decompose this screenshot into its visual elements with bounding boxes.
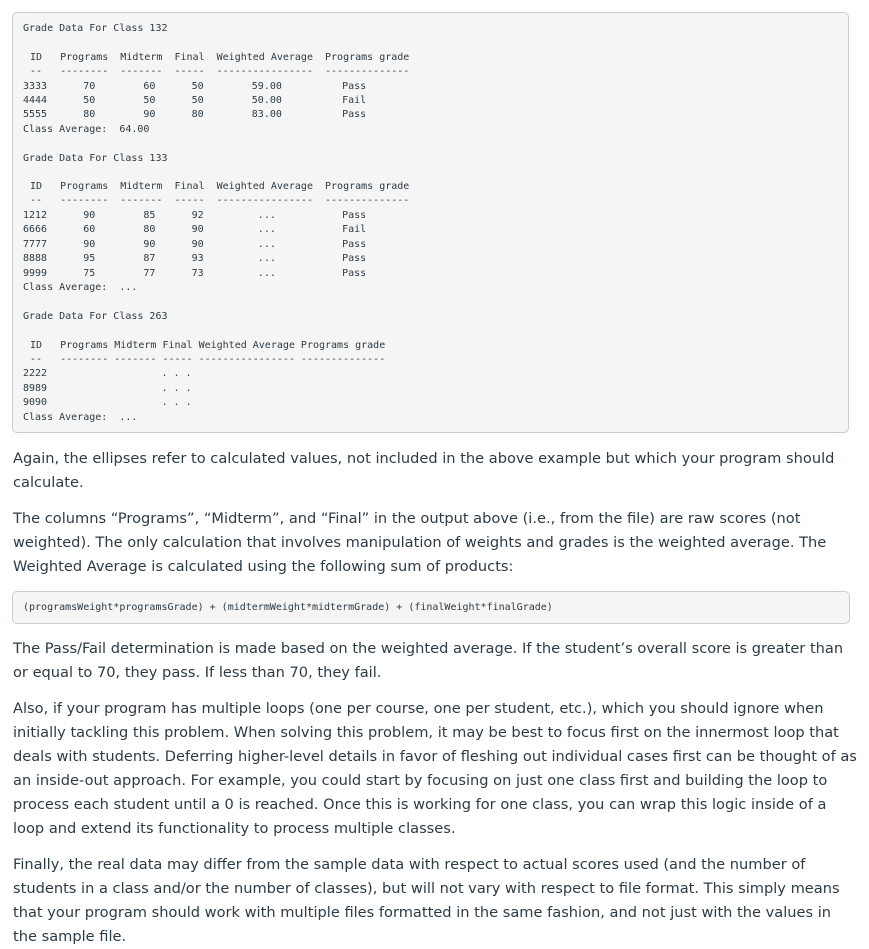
class-132-header: ID Programs Midterm Final Weighted Average Programs grade	[30, 52, 410, 63]
class-133-header: ID Programs Midterm Final Weighted Average Programs grade	[30, 181, 410, 192]
class-132-average: Class Average: 64.00	[23, 124, 150, 135]
formula-block	[12, 591, 850, 624]
table-row: 2222 . . .	[23, 368, 192, 379]
table-row: 8989 . . .	[23, 383, 192, 394]
weighted-average-formula: (programsWeight*programsGrade) + (midtermWeight*midtermGrade) + (finalWeight*finalGrade)	[23, 602, 553, 613]
table-row: 6666 60 80 90 ... Fail	[23, 224, 367, 235]
class-263-average: Class Average: ...	[23, 412, 138, 423]
table-row: 8888 95 87 93 ... Pass	[23, 253, 367, 264]
table-row: 5555 80 90 80 83.00 Pass	[23, 109, 367, 120]
table-row: 1212 90 85 92 ... Pass	[23, 210, 367, 221]
table-row: 4444 50 50 50 50.00 Fail	[23, 95, 367, 106]
class-133-title: Grade Data For Class 133	[23, 153, 168, 164]
class-263-header: ID Programs Midterm Final Weighted Average Programs grade	[30, 340, 386, 351]
paragraph-loops: Also, if your program has multiple loops (one per course, one per student, etc.), which you should ignore when initially tackling this problem. When solving this problem, it may be best to focus first on the innermost loop that deals with students. Deferring higher-level details in favor of fleshing out individual cases first can be thought of as an inside-out approach. For example, you could start by focusing on just one class first and building the loop to process each student until a 0 is reached. Once this is working for one class, you can wrap this logic inside of a loop and extend its functionality to process multiple classes.	[13, 700, 857, 837]
table-row: 7777 90 90 90 ... Pass	[23, 239, 367, 250]
class-132-title: Grade Data For Class 132	[23, 23, 168, 34]
class-133-dashes: -- -------- ------- ----- ---------------- --------------	[30, 195, 410, 206]
table-row: 9999 75 77 73 ... Pass	[23, 268, 367, 279]
class-263-title: Grade Data For Class 263	[23, 311, 168, 322]
paragraph-finally: Finally, the real data may differ from the sample data with respect to actual scores used (and the number of students in a class and/or the number of classes), but will not vary with respect to file format. This simply means that your program should work with multiple files formatted in the same fashion, and not just with the values in the sample file.	[13, 856, 840, 945]
table-row: 3333 70 60 50 59.00 Pass	[23, 81, 367, 92]
paragraph-columns: The columns “Programs”, “Midterm”, and “Final” in the output above (i.e., from the file) are raw scores (not weighted). The only calculation that involves manipulation of weights and grades is the weighted average. The Weighted Average is calculated using the following sum of products:	[13, 510, 827, 575]
table-row: 9090 . . .	[23, 397, 192, 408]
paragraph-ellipses: Again, the ellipses refer to calculated values, not included in the above example but which your program should calculate.	[13, 450, 835, 491]
class-133-average: Class Average: ...	[23, 282, 138, 293]
paragraph-pass-fail: The Pass/Fail determination is made based on the weighted average. If the student’s overall score is greater than or equal to 70, they pass. If less than 70, they fail.	[13, 640, 844, 681]
class-132-dashes: -- -------- ------- ----- ---------------- --------------	[30, 66, 410, 77]
class-263-dashes: -- -------- ------- ----- ---------------- --------------	[30, 354, 386, 365]
